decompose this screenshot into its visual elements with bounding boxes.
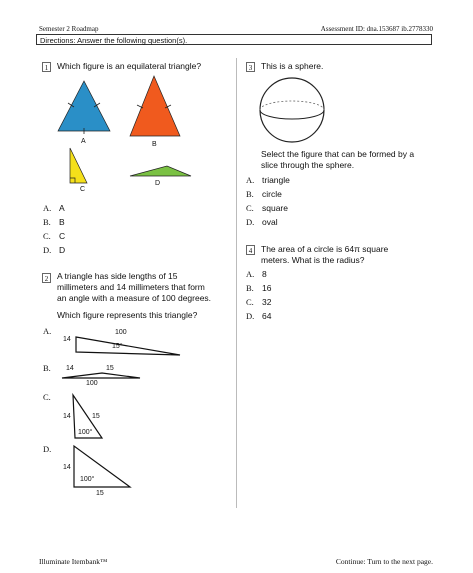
q2-text-line2: millimeters and 14 millimeters that form <box>57 282 205 292</box>
q1-choice-d[interactable]: D. D <box>43 245 66 255</box>
q2-text-line1: A triangle has side lengths of 15 <box>57 271 178 281</box>
q3-choice-c[interactable]: C. square <box>246 203 288 213</box>
q1-figures <box>50 75 250 185</box>
q2c-angle: 100° <box>78 429 93 436</box>
q2b-side2: 15 <box>106 365 114 372</box>
question-number-4: 4 <box>246 245 255 255</box>
q1-text: Which figure is an equilateral triangle? <box>57 61 202 71</box>
q3-subtext-line2: slice through the sphere. <box>261 160 355 170</box>
q2a-angle: 15° <box>112 343 123 350</box>
label-a: A <box>81 138 86 145</box>
triangle-d <box>130 166 191 176</box>
assessment-id: Assessment ID: dna.153687 ib.2778330 <box>320 25 433 33</box>
q2-figure-b <box>62 371 152 381</box>
q3-choice-a[interactable]: A. triangle <box>246 175 290 185</box>
q2-figure-a <box>70 334 210 364</box>
q2-choice-b[interactable]: B. <box>43 363 51 373</box>
q2-text-line3: an angle with a measure of 100 degrees. <box>57 293 212 303</box>
sphere-figure <box>258 76 328 146</box>
question-number-3: 3 <box>246 62 255 72</box>
q1-choice-c[interactable]: C. C <box>43 231 66 241</box>
q2-figure-d <box>70 444 140 494</box>
q4-text-line2: meters. What is the radius? <box>261 255 365 265</box>
q1-choice-a[interactable]: A. A <box>43 203 65 213</box>
q2-subtext: Which figure represents this triangle? <box>57 310 198 320</box>
label-c: C <box>80 186 86 193</box>
q2b-side1: 14 <box>66 365 74 372</box>
q2c-side1: 14 <box>63 413 71 420</box>
q3-choice-d[interactable]: D. oval <box>246 217 278 227</box>
q2-choice-c[interactable]: C. <box>43 392 51 402</box>
question-number-2: 2 <box>42 273 51 283</box>
triangle-b <box>130 76 180 136</box>
q4-choice-d[interactable]: D. 64 <box>246 311 272 321</box>
q2d-base: 15 <box>96 490 104 497</box>
q4-choice-a[interactable]: A. 8 <box>246 269 267 279</box>
q2b-base: 100 <box>86 380 98 387</box>
q1-choice-b[interactable]: B. B <box>43 217 65 227</box>
label-d: D <box>155 180 161 187</box>
q2-choice-d[interactable]: D. <box>43 444 52 454</box>
header-title: Semester 2 Roadmap <box>39 25 99 33</box>
q4-choice-c[interactable]: C. 32 <box>246 297 272 307</box>
label-b: B <box>152 141 157 148</box>
footer-continue: Continue: Turn to the next page. <box>335 557 433 566</box>
q4-text-line1: The area of a circle is 64π square <box>261 244 389 254</box>
q3-subtext-line1: Select the figure that can be formed by a <box>261 149 415 159</box>
triangle-a <box>58 81 110 131</box>
directions: Directions: Answer the following question(s). <box>36 34 432 45</box>
q2a-side2: 100 <box>115 329 127 336</box>
q3-text: This is a sphere. <box>261 61 324 71</box>
question-number-1: 1 <box>42 62 51 72</box>
q2c-side2: 15 <box>92 413 100 420</box>
q4-choice-b[interactable]: B. 16 <box>246 283 272 293</box>
q2d-angle: 100° <box>80 476 95 483</box>
q3-choice-b[interactable]: B. circle <box>246 189 282 199</box>
q2-choice-a[interactable]: A. <box>43 326 52 336</box>
footer-brand: Illuminate Itembank™ <box>39 557 108 566</box>
q2d-side1: 14 <box>63 464 71 471</box>
q2a-side1: 14 <box>63 336 71 343</box>
